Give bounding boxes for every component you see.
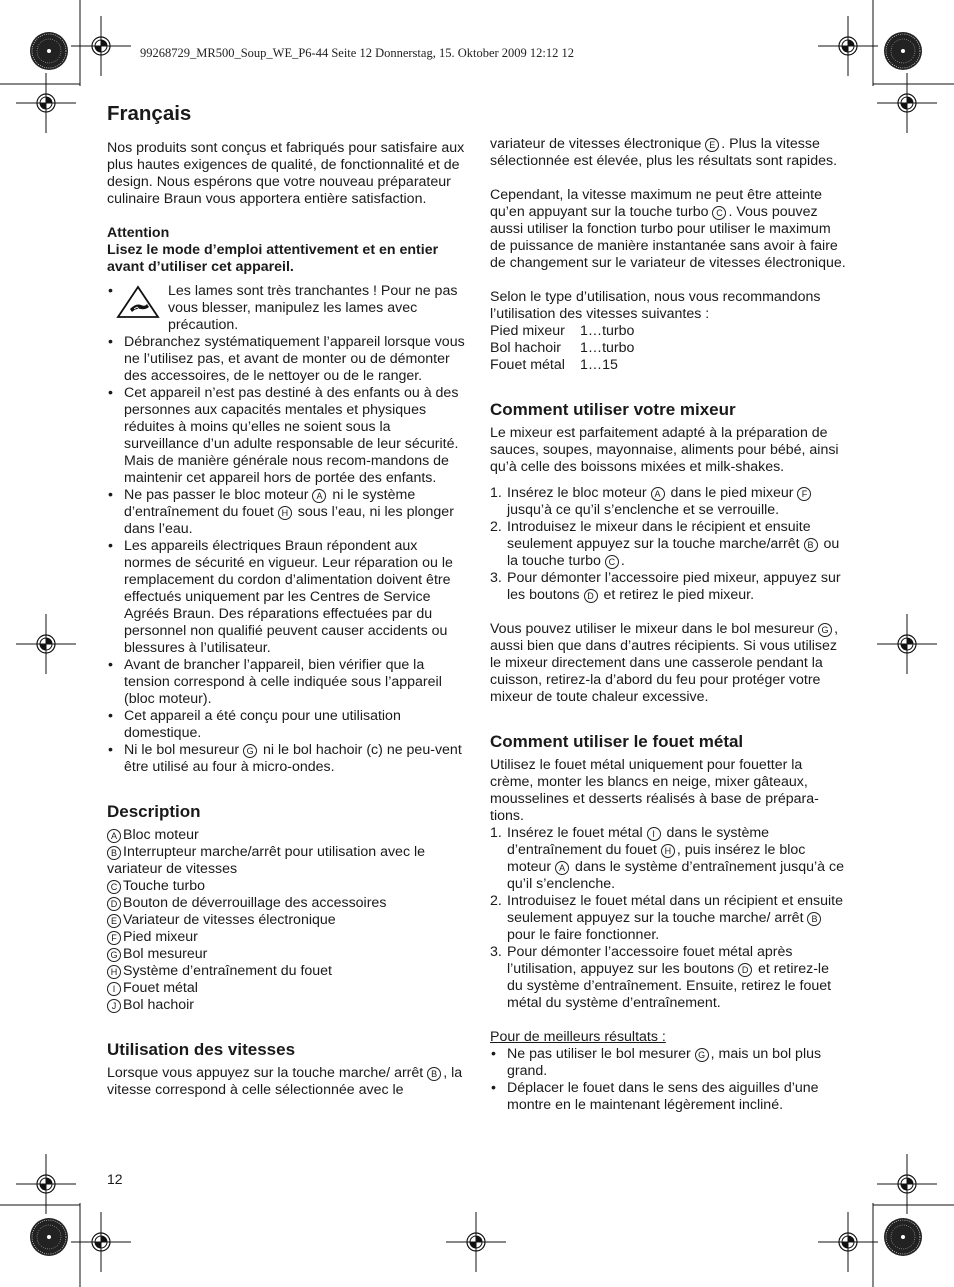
list-item: C Touche turbo [107,878,465,895]
mixer-note: Vous pouvez utiliser le mixeur dans le bol mesureur G , aussi bien que dans d’autres récipients. Si vous utilisez le mixeur directement dans une casserole pendant la cuisson, retirez-la d’abord du feu pour protéger votre mixeur de toute chaleur excessive. [490,621,839,705]
list-item: • Les appareils électriques Braun répondent aux normes de sécurité en vigueur. Leur réparation ou le remplacement du cordon d’alimentation doivent être effectués uniquement par les Centres de Service Agréés Braun. Des réparations effectuées par du personnel non qualifié peuvent causer accidents ou blessures à l’utilisateur. [107,538,465,657]
list-item: • Ne pas utiliser le bol mesurer G , mais un bol plus grand. [490,1046,846,1080]
blade-warning-icon [116,283,168,334]
list-item: H Système d’entraînement du fouet [107,963,465,980]
left-column [107,102,465,1099]
table-row: Pied mixeur 1…turbo [490,323,635,339]
table-row: Bol hachoir 1…turbo [490,340,635,356]
key-a-symbol: A [312,489,326,503]
list-item: A Bloc moteur [107,827,465,844]
list-item: • Débranchez systématiquement l’appareil lorsque vous ne l’utilisez pas, et avant de monter ou de démonter des accessoires, de le nettoyer ou de le ranger. [107,334,465,385]
list-item: • Avant de brancher l’appareil, bien vérifier que la tension correspond à celle indiquée sous l’appareil (bloc moteur). [107,657,465,708]
page-number: 12 [107,1171,123,1187]
list-item: D Bouton de déverrouillage des accessoires [107,895,465,912]
list-item: B Interrupteur marche/arrêt pour utilisation avec le variateur de vitesses [107,844,426,877]
description-heading: Description [107,802,201,821]
speeds-recommendation: Selon le type d’utilisation, nous vous recommandons l’utilisation des vitesses suivantes : [490,289,821,322]
list-item: J Bol hachoir [107,997,465,1014]
attention-subheading: Lisez le mode d’emploi attentivement et en entier avant d’utiliser cet appareil. [107,242,439,275]
speeds-table [490,323,846,374]
whisk-heading: Comment utiliser le fouet métal [490,732,744,751]
list-item: E Variateur de vitesses électronique [107,912,465,929]
list-item: I Fouet métal [107,980,465,997]
list-item: • Cet appareil a été conçu pour une utilisation domestique. [107,708,465,742]
list-item: G Bol mesureur [107,946,465,963]
list-item: • Les lames sont très tranchantes ! Pour ne pas vous blesser, manipulez les lames avec précaution. [107,283,465,334]
speeds-heading: Utilisation des vitesses [107,1040,296,1059]
list-item: • Ni le bol mesureur G ni le bol hachoir (c) ne peu-vent être utilisé au four à micro-ondes. [107,742,465,776]
description-list [107,827,465,1014]
key-h-symbol: H [278,506,292,520]
tips-heading: Pour de meilleurs résultats : [490,1029,666,1045]
key-g-symbol: G [243,744,257,758]
right-column [490,136,846,1114]
list-item: 1. Insérez le bloc moteur A dans le pied mixeur F jusqu’à ce qu’il s’enclenche et se verrouille. [490,485,846,519]
whisk-steps [490,825,846,1012]
list-item: 1. Insérez le fouet métal I dans le système d’entraînement du fouet H , puis insérez le bloc moteur A dans le système d’entraînement jusqu’à ce qu’il s’enclenche. [490,825,844,892]
mixer-heading: Comment utiliser votre mixeur [490,400,736,419]
turbo-paragraph: Cependant, la vitesse maximum ne peut être atteinte qu’en appuyant sur la touche turbo C . Vous pouvez aussi utiliser la fonction turbo pour utiliser le maximum de puissance de manière instantanée sans avoir à faire de changement sur le variateur de vitesses électronique. [490,187,846,271]
page-title: Français [107,102,192,125]
table-row: Fouet métal 1…15 [490,357,618,373]
whisk-intro: Utilisez le fouet métal uniquement pour fouetter la crème, monter les blancs en neige, mixer gâteaux, mousselines et desserts réalisés à base de prépara-tions. [490,757,819,824]
list-item: • Déplacer le fouet dans le sens des aiguilles d’une montre en le maintenant légèrement incliné. [490,1080,846,1114]
tips-list [490,1046,846,1114]
list-item: 2. Introduisez le mixeur dans le récipient et ensuite seulement appuyez sur la touche marche/arrêt B ou la touche turbo C . [490,519,840,569]
mixer-intro: Le mixeur est parfaitement adapté à la préparation de sauces, soupes, mayonnaise, aliments pour bébé, ainsi qu’à celle des boissons mixées et milk-shakes. [490,425,839,475]
print-slug: 99268729_MR500_Soup_WE_P6-44 Seite 12 Donnerstag, 15. Oktober 2009 12:12 12 [140,46,575,60]
attention-heading: Attention [107,225,170,241]
list-item: • Cet appareil n’est pas destiné à des enfants ou à des personnes aux capacités mentales et physiques réduites à moins qu’elles ne soient sous la surveillance d’un adulte responsable de leur sécurité. Mais de manière générale nous recom-mandons de maintenir cet appareil hors de portée des enfants. [107,385,465,487]
list-item: 3. Pour démonter l’accessoire fouet métal après l’utilisation, appuyez sur les boutons D et retirez-le du système d’entraînement. Ensuite, retirez le fouet métal du système d’entraînement. [490,944,832,1011]
mixer-steps [490,485,846,604]
list-item: 2. Introduisez le fouet métal dans un récipient et ensuite seulement appuyez sur la touche marche/ arrêt B pour le faire fonctionner. [490,893,843,943]
speeds-paragraph-part1: Lorsque vous appuyez sur la touche marche/ arrêt B , la vitesse correspond à celle sélectionnée avec le [107,1065,463,1098]
list-item: F Pied mixeur [107,929,465,946]
speeds-paragraph-part2: variateur de vitesses électronique E . Plus la vitesse sélectionnée est élevée, plus les résultats sont rapides. [490,136,838,169]
safety-list [107,283,465,776]
list-item: • Ne pas passer le bloc moteur A ni le système d’entraînement du fouet H sous l’eau, ni les plonger dans l’eau. [107,487,465,538]
list-item: 3. Pour démonter l’accessoire pied mixeur, appuyez sur les boutons D et retirez le pied mixeur. [490,570,841,603]
intro-paragraph: Nos produits sont conçus et fabriqués pour satisfaire aux plus hautes exigences de qualité, de fonctionnalité et de design. Nous espérons que votre nouveau préparateur culinaire Braun vous apportera entière satisfaction. [107,140,465,207]
